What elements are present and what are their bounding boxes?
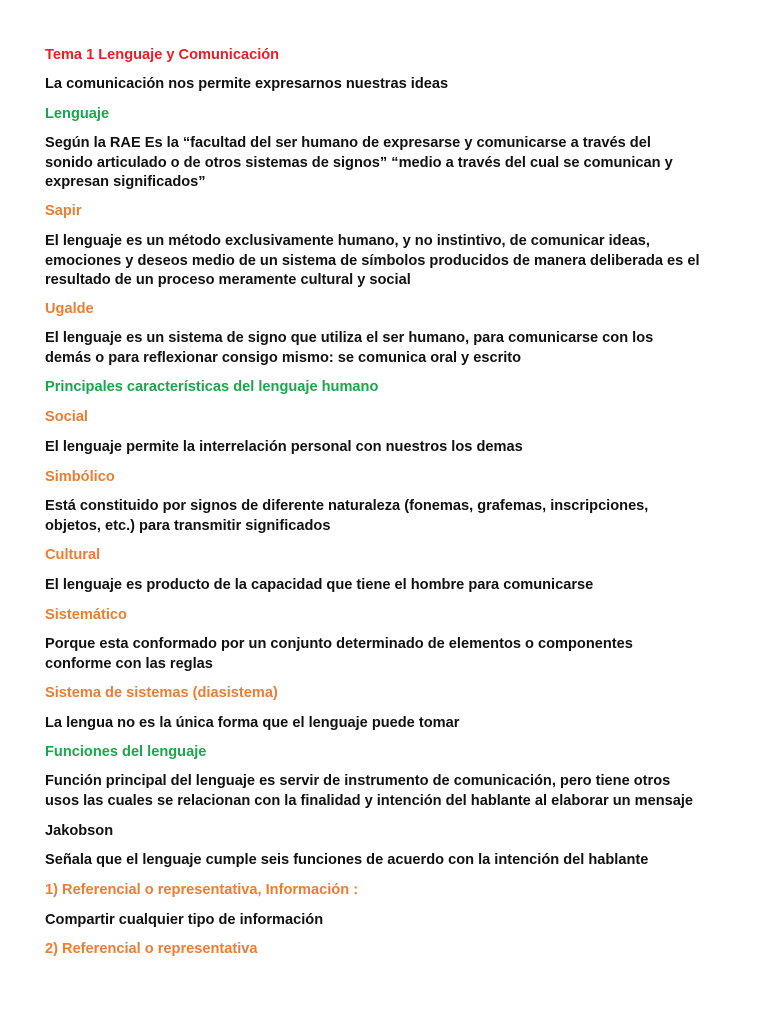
funciones-line-1: Función principal del lenguaje es servir de instrumento de comunicación, pero tiene otros	[45, 773, 671, 789]
funciones-line-2: usos las cuales se relacionan con la finalidad y intención del hablante al elaborar un mensaje	[45, 792, 694, 809]
jakobson-paragraph: Señala que el lenguaje cumple seis funciones de acuerdo con la intención del hablante	[45, 852, 649, 868]
ugalde-line-2: demás o para reflexionar consigo mismo: se comunica oral y escrito	[45, 349, 522, 366]
rae-line-3: expresan significados”	[45, 174, 206, 191]
heading-sistematico: Sistemático	[45, 607, 127, 623]
social-paragraph: El lenguaje permite la interrelación personal con nuestros los demas	[45, 439, 523, 455]
document-title: Tema 1 Lenguaje y Comunicación	[45, 47, 280, 63]
simbolico-line-2: objetos, etc.) para transmitir significados	[45, 517, 331, 534]
sistematico-paragraph	[45, 635, 633, 674]
heading-sapir: Sapir	[45, 203, 82, 219]
sistematico-line-2: conforme con las reglas	[45, 655, 213, 672]
rae-definition-paragraph	[45, 134, 673, 193]
jakobson-label: Jakobson	[45, 823, 114, 839]
sapir-line-2: emociones y deseos medio de un sistema de símbolos producidos de manera deliberada es el	[45, 252, 700, 269]
rae-line-1: Según la RAE Es la “facultad del ser humano de expresarse y comunicarse a través del	[45, 135, 651, 151]
sapir-paragraph	[45, 232, 700, 291]
intro-paragraph: La comunicación nos permite expresarnos nuestras ideas	[45, 76, 449, 92]
funcion-1-paragraph: Compartir cualquier tipo de información	[45, 912, 324, 928]
cultural-paragraph: El lenguaje es producto de la capacidad que tiene el hombre para comunicarse	[45, 577, 594, 593]
heading-cultural: Cultural	[45, 547, 101, 563]
simbolico-paragraph	[45, 497, 648, 536]
heading-simbolico: Simbólico	[45, 469, 115, 485]
sapir-line-1: El lenguaje es un método exclusivamente humano, y no instintivo, de comunicar ideas,	[45, 233, 650, 249]
heading-diasistema: Sistema de sistemas (diasistema)	[45, 685, 278, 701]
heading-social: Social	[45, 409, 88, 425]
sistematico-line-1: Porque esta conformado por un conjunto determinado de elementos o componentes	[45, 636, 633, 652]
rae-line-2: sonido articulado o de otros sistemas de signos” “medio a través del cual se comunican y	[45, 154, 673, 171]
simbolico-line-1: Está constituido por signos de diferente naturaleza (fonemas, grafemas, inscripciones,	[45, 498, 649, 514]
heading-funcion-2: 2) Referencial o representativa	[45, 941, 258, 957]
sapir-line-3: resultado de un proceso meramente cultural y social	[45, 272, 411, 289]
ugalde-paragraph	[45, 329, 653, 368]
diasistema-paragraph: La lengua no es la única forma que el lenguaje puede tomar	[45, 715, 460, 731]
ugalde-line-1: El lenguaje es un sistema de signo que utiliza el ser humano, para comunicarse con los	[45, 330, 654, 346]
heading-funcion-1: 1) Referencial o representativa, Información :	[45, 882, 359, 898]
heading-funciones: Funciones del lenguaje	[45, 744, 207, 760]
heading-caracteristicas: Principales características del lenguaje humano	[45, 379, 379, 395]
heading-lenguaje: Lenguaje	[45, 106, 110, 122]
heading-ugalde: Ugalde	[45, 301, 94, 317]
funciones-paragraph	[45, 772, 693, 811]
